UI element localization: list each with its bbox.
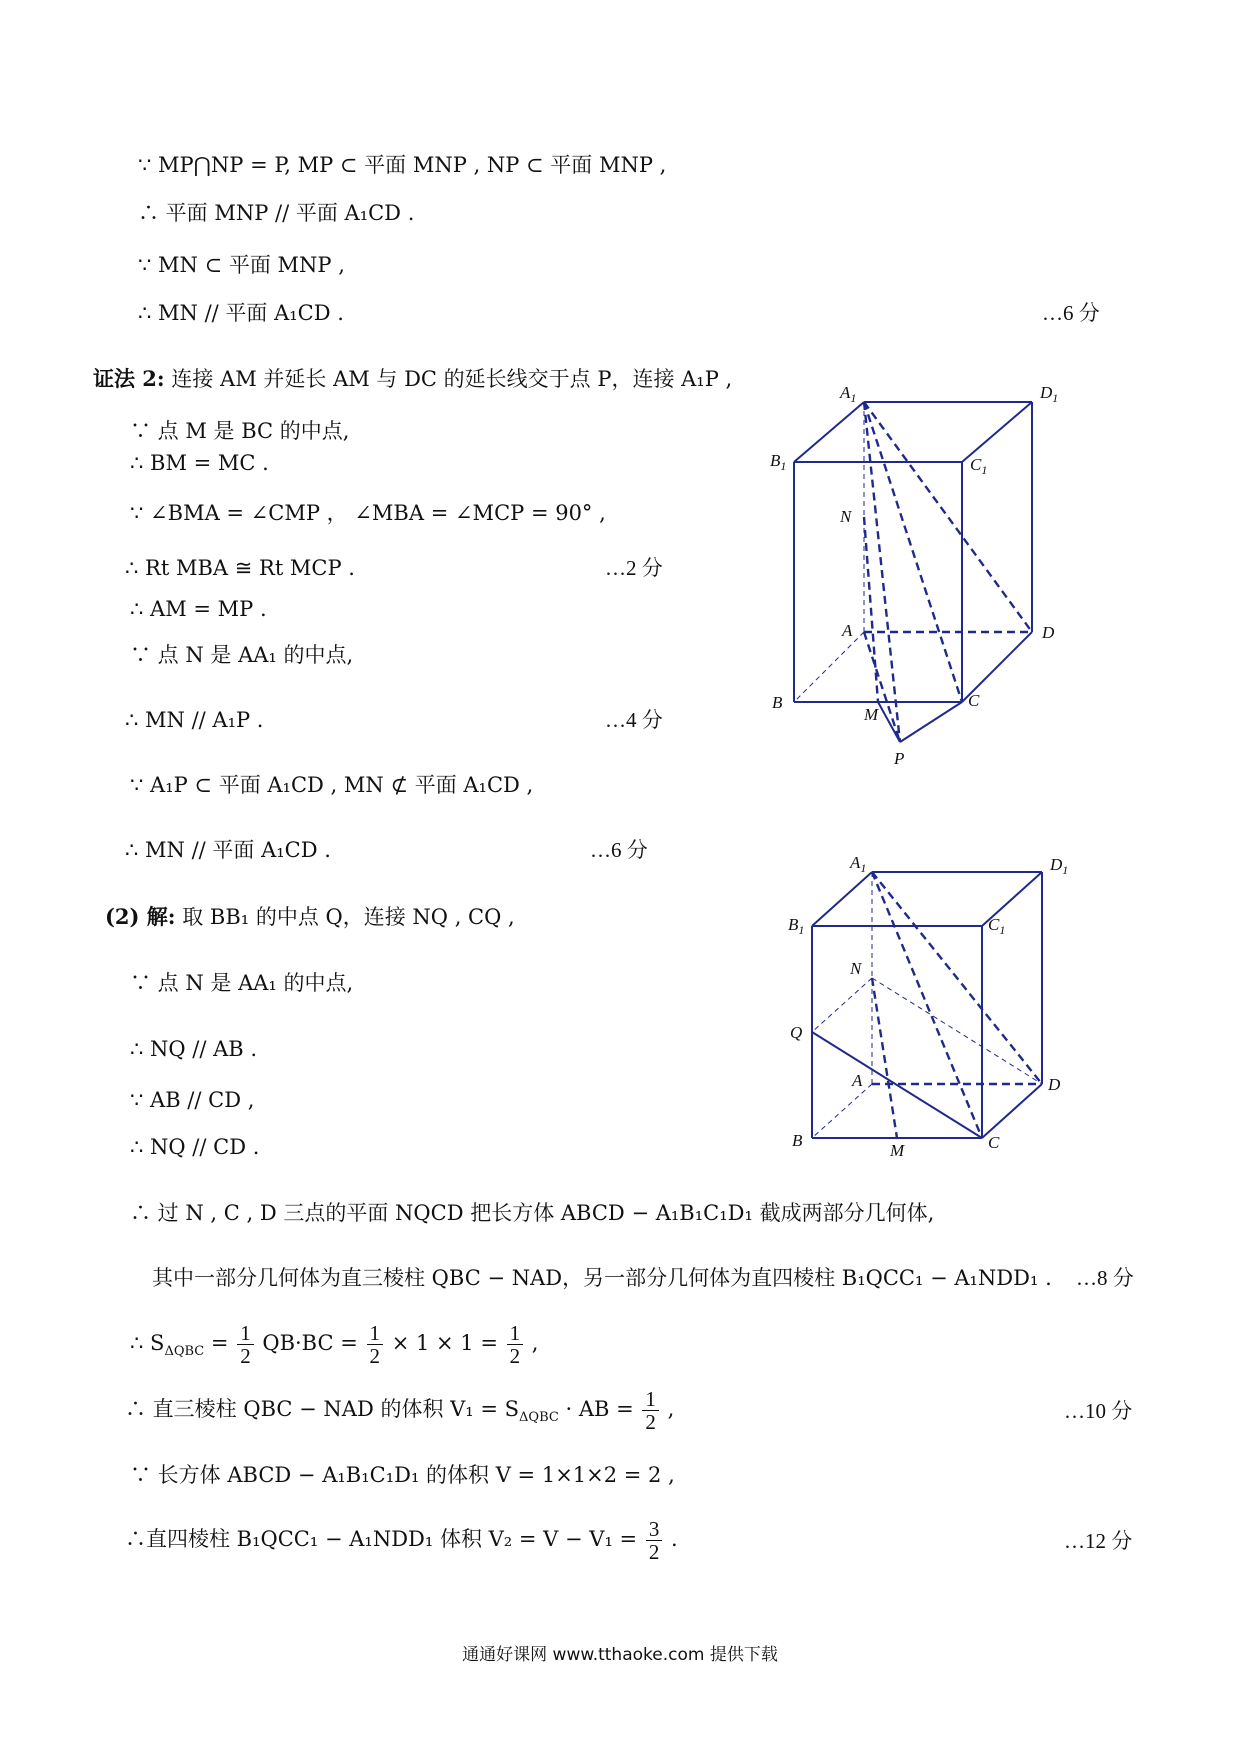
- volume-v1-line: [125, 1386, 674, 1441]
- proof-line: ∴ 平面 MNP // 平面 A₁CD .: [138, 201, 415, 225]
- proof-line: 其中一部分几何体为直三棱柱 QBC − NAD，另一部分几何体为直四棱柱 B₁QCC₁ − A₁NDD₁ .: [152, 1266, 1052, 1290]
- formula-text: ∴ 直三棱柱 QBC − NAD 的体积 V₁ = S: [125, 1397, 520, 1421]
- volume-v2-line: [125, 1516, 678, 1563]
- proof-line: ∵ MN ⊂ 平面 MNP ,: [138, 253, 345, 277]
- fraction-half: [367, 1322, 384, 1367]
- part-label: (2) 解:: [105, 904, 176, 929]
- proof-line: ∵ 点 M 是 BC 的中点,: [130, 419, 350, 443]
- vertex-label-p: P: [894, 749, 905, 768]
- vertex-label-c1: $C_1$: [988, 915, 1006, 937]
- formula-text: ∴直四棱柱 B₁QCC₁ − A₁NDD₁ 体积 V₂ = V − V₁ =: [125, 1527, 644, 1551]
- vertex-label-q: Q: [790, 1023, 803, 1042]
- vertex-label-a: A: [852, 1071, 863, 1090]
- area-formula-line: [130, 1320, 538, 1375]
- formula-text: ,: [525, 1331, 539, 1355]
- formula-text: =: [204, 1331, 236, 1355]
- proof-line: ∴ AM = MP .: [130, 597, 267, 621]
- numerator: 1: [507, 1322, 524, 1345]
- denominator: 2: [645, 1410, 656, 1434]
- vertex-label-m: M: [864, 705, 879, 724]
- denominator: 2: [240, 1344, 251, 1368]
- fraction-half: [507, 1322, 524, 1367]
- score-mark: …2 分: [605, 556, 663, 580]
- page-footer: 通通好课网 www.tthaoke.com 提供下载: [462, 1645, 778, 1665]
- proof-line: ∵ AB // CD ,: [130, 1088, 255, 1112]
- fraction-half: [642, 1388, 659, 1433]
- vertex-label-c: C: [988, 1133, 1000, 1152]
- formula-text: ,: [660, 1397, 675, 1421]
- vertex-label-c: C: [968, 691, 980, 710]
- vertex-label-n: N: [840, 507, 852, 526]
- vertex-label-d: D: [1042, 623, 1055, 642]
- numerator: 1: [367, 1322, 384, 1345]
- denominator: 2: [369, 1344, 381, 1368]
- vertex-label-b1: $B_1$: [788, 915, 805, 937]
- vertex-label-a1: $A_1$: [840, 383, 857, 405]
- proof-line: ∵ A₁P ⊂ 平面 A₁CD , MN ⊄ 平面 A₁CD ,: [130, 773, 534, 797]
- vertex-label-d1: $D_1$: [1040, 383, 1059, 405]
- numerator: 1: [642, 1388, 659, 1411]
- proof-line: ∵ 长方体 ABCD − A₁B₁C₁D₁ 的体积 V = 1×1×2 = 2 ,: [130, 1463, 675, 1487]
- proof-line: ∴ NQ // AB .: [130, 1037, 258, 1061]
- score-mark: …10 分: [1064, 1399, 1133, 1423]
- vertex-label-d: D: [1048, 1075, 1061, 1094]
- vertex-label-m: M: [890, 1141, 905, 1160]
- formula-text: · AB =: [558, 1397, 641, 1421]
- vertex-label-b1: $B_1$: [770, 451, 787, 473]
- formula-text: × 1 × 1 =: [385, 1331, 505, 1355]
- figure-cuboid-1: [760, 370, 1080, 780]
- proof-line: ∴ BM = MC .: [130, 451, 269, 475]
- score-mark: …12 分: [1064, 1529, 1133, 1553]
- proof-line: ∵ 点 N 是 AA₁ 的中点,: [130, 971, 354, 995]
- denominator: 2: [648, 1540, 660, 1564]
- figure-cuboid-2: [780, 850, 1080, 1180]
- fraction-three-halves: [646, 1518, 663, 1563]
- score-mark: …6 分: [1042, 301, 1100, 325]
- denominator: 2: [509, 1344, 521, 1368]
- vertex-label-a1: $A_1$: [850, 853, 867, 875]
- proof-line: ∴ Rt MBA ≅ Rt MCP .: [125, 556, 355, 580]
- proof-line-text: 取 BB₁ 的中点 Q，连接 NQ , CQ ,: [182, 905, 515, 929]
- vertex-label-n: N: [850, 959, 862, 978]
- numerator: 1: [237, 1322, 254, 1345]
- vertex-label-b: B: [772, 693, 783, 712]
- proof-line-text: 连接 AM 并延长 AM 与 DC 的延长线交于点 P，连接 A₁P ,: [171, 367, 733, 391]
- numerator: 3: [646, 1518, 663, 1541]
- proof-line: ∵ 点 N 是 AA₁ 的中点,: [130, 643, 354, 667]
- vertex-label-c1: $C_1$: [970, 455, 988, 477]
- formula-text: ∴ S: [130, 1331, 165, 1355]
- proof-line: ∵ ∠BMA = ∠CMP ， ∠MBA = ∠MCP = 90° ,: [130, 501, 606, 525]
- formula-subscript: ΔQBC: [519, 1410, 559, 1426]
- formula-text: .: [664, 1527, 678, 1551]
- score-mark: …4 分: [605, 708, 663, 732]
- formula-subscript: ΔQBC: [164, 1344, 205, 1360]
- vertex-label-d1: $D_1$: [1050, 855, 1069, 877]
- formula-text: QB·BC =: [255, 1331, 365, 1355]
- score-mark: …8 分: [1076, 1266, 1134, 1290]
- proof-line: ∴ NQ // CD .: [130, 1135, 260, 1159]
- proof-line: ∵ MP⋂NP = P, MP ⊂ 平面 MNP , NP ⊂ 平面 MNP ,: [138, 153, 667, 177]
- proof-line: ∴ 过 N , C , D 三点的平面 NQCD 把长方体 ABCD − A₁B₁C₁D₁ 截成两部分几何体,: [130, 1201, 935, 1225]
- vertex-label-a: A: [842, 621, 853, 640]
- score-mark: …6 分: [590, 838, 648, 862]
- proof-method-label: 证法 2:: [93, 366, 165, 391]
- part-2-line: [105, 904, 515, 930]
- fraction-half: [237, 1322, 254, 1367]
- proof-line: ∴ MN // 平面 A₁CD .: [125, 838, 331, 862]
- vertex-label-b: B: [792, 1131, 803, 1150]
- proof-line: ∴ MN // A₁P .: [125, 708, 264, 732]
- proof-method-2-line: [93, 366, 732, 392]
- proof-line: ∴ MN // 平面 A₁CD .: [138, 301, 344, 325]
